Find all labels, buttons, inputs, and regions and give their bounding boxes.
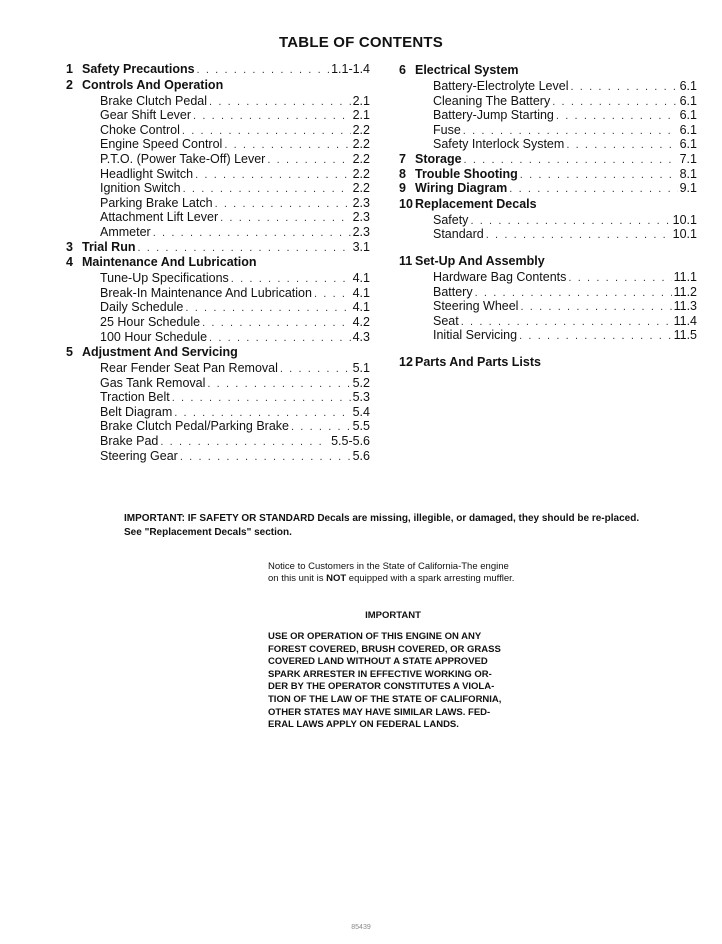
toc-entry — [399, 314, 697, 329]
section-number: 6 — [399, 63, 406, 77]
section-number: 4 — [66, 255, 73, 270]
toc-left-column — [66, 62, 370, 463]
dot-leader — [463, 124, 678, 139]
dot-leader — [475, 286, 672, 301]
dot-leader — [486, 228, 671, 243]
toc-entry — [399, 108, 697, 123]
page-reference: 5.1 — [352, 361, 370, 376]
section-number: 12 — [399, 354, 413, 369]
dot-leader — [509, 182, 677, 197]
dot-leader — [464, 153, 678, 168]
toc-entry — [66, 405, 370, 420]
spark-arrester-warning: USE OR OPERATION OF THIS ENGINE ON ANY FOREST COVERED, BRUSH COVERED, OR GRASS COVERED LAND WITHOUT A STATE APPROVED SPARK ARRESTER IN EFFECTIVE WORKING OR-DER BY THE OPERATOR CONSTITUTES A VIOLA-TION OF THE LAW OF THE STATE OF CALIFORNIA, OTHER STATES MAY HAVE SIMILAR LAWS. FED-ERAL LAWS APPLY ON FEDERAL LANDS. — [268, 631, 502, 731]
dot-leader — [209, 95, 351, 110]
entry-title: Rear Fender Seat Pan Removal — [100, 361, 278, 376]
page-reference: 11.2 — [673, 284, 697, 299]
toc-section-heading — [399, 196, 697, 213]
toc-entry — [66, 376, 370, 391]
toc-right-column — [399, 62, 697, 371]
entry-title: P.T.O. (Power Take-Off) Lever — [100, 151, 266, 166]
important-heading: IMPORTANT — [365, 610, 421, 621]
page-reference: 2.2 — [352, 151, 370, 166]
page-reference: 6.1 — [679, 79, 697, 93]
page-reference: 2.1 — [352, 93, 370, 108]
entry-title: Fuse — [433, 122, 461, 137]
page-reference: 2.3 — [352, 210, 370, 225]
dot-leader — [314, 287, 351, 302]
section-title: Set-Up And Assembly — [415, 253, 545, 268]
section-title: Parts And Parts Lists — [415, 354, 541, 369]
section-title: Trial Run — [82, 239, 136, 254]
section-title: Storage — [415, 151, 462, 166]
section-number: 7 — [399, 151, 406, 166]
toc-entry — [66, 434, 370, 449]
dot-leader — [568, 271, 671, 286]
section-title: Trouble Shooting — [415, 166, 518, 181]
page-reference: 6.1 — [679, 108, 697, 123]
entry-title: Initial Servicing — [433, 328, 518, 343]
toc-entry — [66, 152, 370, 167]
toc-entry — [399, 137, 697, 152]
entry-title: Hardware Bag Contents — [433, 269, 567, 284]
entry-title: Steering Wheel — [433, 299, 519, 314]
dot-leader — [280, 362, 351, 377]
dot-leader — [185, 301, 350, 316]
page-reference: 5.5 — [352, 419, 370, 434]
dot-leader — [461, 315, 672, 330]
toc-entry — [66, 167, 370, 182]
section-number: 8 — [399, 166, 406, 181]
dot-leader — [552, 95, 677, 110]
toc-entry — [399, 79, 697, 94]
toc-entry — [399, 227, 697, 242]
dot-leader — [193, 109, 351, 124]
entry-title: Battery-Jump Starting — [433, 108, 554, 123]
toc-entry — [66, 449, 370, 464]
dot-leader — [160, 435, 329, 450]
page-reference: 2.2 — [352, 166, 370, 181]
page-reference: 10.1 — [672, 212, 697, 227]
toc-entry — [399, 328, 697, 343]
california-notice — [268, 561, 518, 585]
section-number: 2 — [66, 77, 73, 92]
dot-leader — [519, 329, 672, 344]
section-title: Wiring Diagram — [415, 181, 508, 196]
toc-section-entry — [399, 167, 697, 182]
toc-entry — [66, 330, 370, 345]
toc-entry — [66, 210, 370, 225]
entry-title: Tune-Up Specifications — [100, 271, 229, 286]
page-reference: 9.1 — [679, 181, 697, 196]
toc-entry — [66, 123, 370, 138]
toc-entry — [66, 271, 370, 286]
toc-section-entry — [399, 181, 697, 196]
entry-title: Headlight Switch — [100, 166, 194, 181]
toc-entry — [66, 108, 370, 123]
toc-entry — [399, 94, 697, 109]
dot-leader — [215, 197, 351, 212]
toc-entry — [66, 286, 370, 301]
page-reference: 6.1 — [679, 93, 697, 108]
toc-entry — [66, 361, 370, 376]
dot-leader — [197, 63, 330, 78]
dot-leader — [570, 80, 677, 95]
section-number: 11 — [399, 253, 413, 268]
toc-section-heading — [66, 254, 370, 271]
dot-leader — [209, 331, 351, 346]
toc-entry — [66, 137, 370, 152]
page-title: TABLE OF CONTENTS — [279, 34, 443, 51]
toc-section-entry — [66, 240, 370, 255]
dot-leader — [231, 272, 351, 287]
entry-title: Engine Speed Control — [100, 137, 223, 152]
page-reference: 7.1 — [679, 151, 697, 166]
entry-title: Traction Belt — [100, 390, 170, 405]
page-reference: 8.1 — [679, 166, 697, 181]
dot-leader — [202, 316, 351, 331]
entry-title: Ammeter — [100, 224, 151, 239]
page-reference: 3.1 — [352, 239, 370, 254]
entry-title: Seat — [433, 313, 459, 328]
dot-leader — [520, 168, 678, 183]
toc-entry — [66, 419, 370, 434]
notice-text-before: Notice to Customers in the State of California-The engine on this unit is — [268, 561, 509, 584]
section-number: 1 — [66, 62, 73, 76]
toc-section-heading — [399, 354, 697, 371]
section-gap — [399, 242, 697, 253]
entry-title: Brake Clutch Pedal/Parking Brake — [100, 419, 289, 434]
dot-leader — [556, 109, 678, 124]
section-title: Replacement Decals — [415, 196, 537, 211]
page-reference: 1.1-1.4 — [331, 62, 370, 76]
toc-entry — [399, 270, 697, 285]
entry-title: Ignition Switch — [100, 181, 181, 196]
entry-title: Safety — [433, 212, 469, 227]
section-number: 5 — [66, 345, 73, 360]
dot-leader — [180, 450, 351, 465]
dot-leader — [291, 420, 351, 435]
toc-section-heading — [66, 344, 370, 361]
toc-entry — [66, 196, 370, 211]
section-number: 10 — [399, 196, 413, 211]
section-title: Electrical System — [415, 63, 519, 77]
toc-section-heading — [399, 253, 697, 270]
toc-section-entry — [399, 152, 697, 167]
dot-leader — [183, 182, 351, 197]
page-reference: 4.2 — [352, 314, 370, 329]
toc-entry — [66, 390, 370, 405]
page-reference: 5.4 — [352, 404, 370, 419]
toc-entry — [66, 315, 370, 330]
page-reference: 2.2 — [352, 137, 370, 152]
page-reference: 11.4 — [673, 313, 697, 328]
toc-section-heading — [66, 77, 370, 94]
entry-title: Standard — [433, 227, 484, 242]
toc-entry — [66, 225, 370, 240]
page-reference: 2.3 — [352, 195, 370, 210]
page-reference: 4.1 — [352, 271, 370, 286]
entry-title: Belt Diagram — [100, 404, 173, 419]
entry-title: Battery-Electrolyte Level — [433, 79, 569, 93]
page-reference: 6.1 — [679, 137, 697, 152]
notice-text-after: equipped with a spark arresting muffler. — [346, 573, 515, 584]
entry-title: Steering Gear — [100, 448, 178, 463]
document-code: 85439 — [351, 924, 371, 931]
section-number: 9 — [399, 181, 406, 196]
dot-leader — [224, 138, 350, 153]
toc-entry — [399, 213, 697, 228]
entry-title: Break-In Maintenance And Lubrication — [100, 285, 312, 300]
page-reference: 2.1 — [352, 108, 370, 123]
dot-leader — [470, 214, 670, 229]
entry-title: Gas Tank Removal — [100, 375, 206, 390]
section-gap — [399, 343, 697, 354]
entry-title: Cleaning The Battery — [433, 93, 551, 108]
section-title: Controls And Operation — [82, 77, 224, 92]
page-reference: 11.5 — [673, 328, 697, 343]
toc-entry — [66, 300, 370, 315]
page-reference: 5.6 — [352, 448, 370, 463]
page-reference: 5.5-5.6 — [331, 434, 370, 449]
dot-leader — [267, 153, 350, 168]
page-reference: 10.1 — [672, 227, 697, 242]
entry-title: Brake Pad — [100, 434, 159, 449]
dot-leader — [220, 211, 350, 226]
page-reference: 2.3 — [352, 224, 370, 239]
entry-title: Battery — [433, 284, 473, 299]
page-reference: 6.1 — [679, 122, 697, 137]
toc-entry — [66, 94, 370, 109]
toc-entry — [399, 285, 697, 300]
section-title: Maintenance And Lubrication — [82, 255, 257, 270]
section-title: Safety Precautions — [82, 62, 195, 76]
page-reference: 11.3 — [673, 299, 697, 314]
page-reference: 4.1 — [352, 285, 370, 300]
dot-leader — [153, 226, 351, 241]
page-reference: 4.1 — [352, 300, 370, 315]
entry-title: Brake Clutch Pedal — [100, 93, 208, 108]
dot-leader — [172, 391, 351, 406]
toc-entry — [399, 123, 697, 138]
entry-title: Gear Shift Lever — [100, 108, 192, 123]
dot-leader — [182, 124, 351, 139]
section-title: Adjustment And Servicing — [82, 345, 238, 360]
page-reference: 2.2 — [352, 181, 370, 196]
page-reference: 11.1 — [673, 269, 697, 284]
important-decal-note: IMPORTANT: IF SAFETY OR STANDARD Decals are missing, illegible, or damaged, they should be re-placed. See "Replacement Decals" section. — [124, 513, 640, 538]
toc-section-entry — [66, 62, 370, 77]
dot-leader — [566, 138, 677, 153]
entry-title: Safety Interlock System — [433, 137, 565, 152]
page-reference: 2.2 — [352, 122, 370, 137]
entry-title: 25 Hour Schedule — [100, 314, 201, 329]
entry-title: Attachment Lift Lever — [100, 210, 219, 225]
toc-entry — [66, 181, 370, 196]
dot-leader — [520, 300, 671, 315]
page-reference: 5.2 — [352, 375, 370, 390]
page-reference: 4.3 — [352, 329, 370, 344]
dot-leader — [137, 241, 350, 256]
dot-leader — [195, 168, 351, 183]
entry-title: 100 Hour Schedule — [100, 329, 208, 344]
page-reference: 5.3 — [352, 390, 370, 405]
notice-emphasis: NOT — [326, 573, 347, 584]
entry-title: Daily Schedule — [100, 300, 184, 315]
section-number: 3 — [66, 239, 73, 254]
toc-entry — [399, 299, 697, 314]
dot-leader — [174, 406, 350, 421]
entry-title: Choke Control — [100, 122, 180, 137]
dot-leader — [207, 377, 350, 392]
toc-section-heading — [399, 62, 697, 79]
entry-title: Parking Brake Latch — [100, 195, 213, 210]
